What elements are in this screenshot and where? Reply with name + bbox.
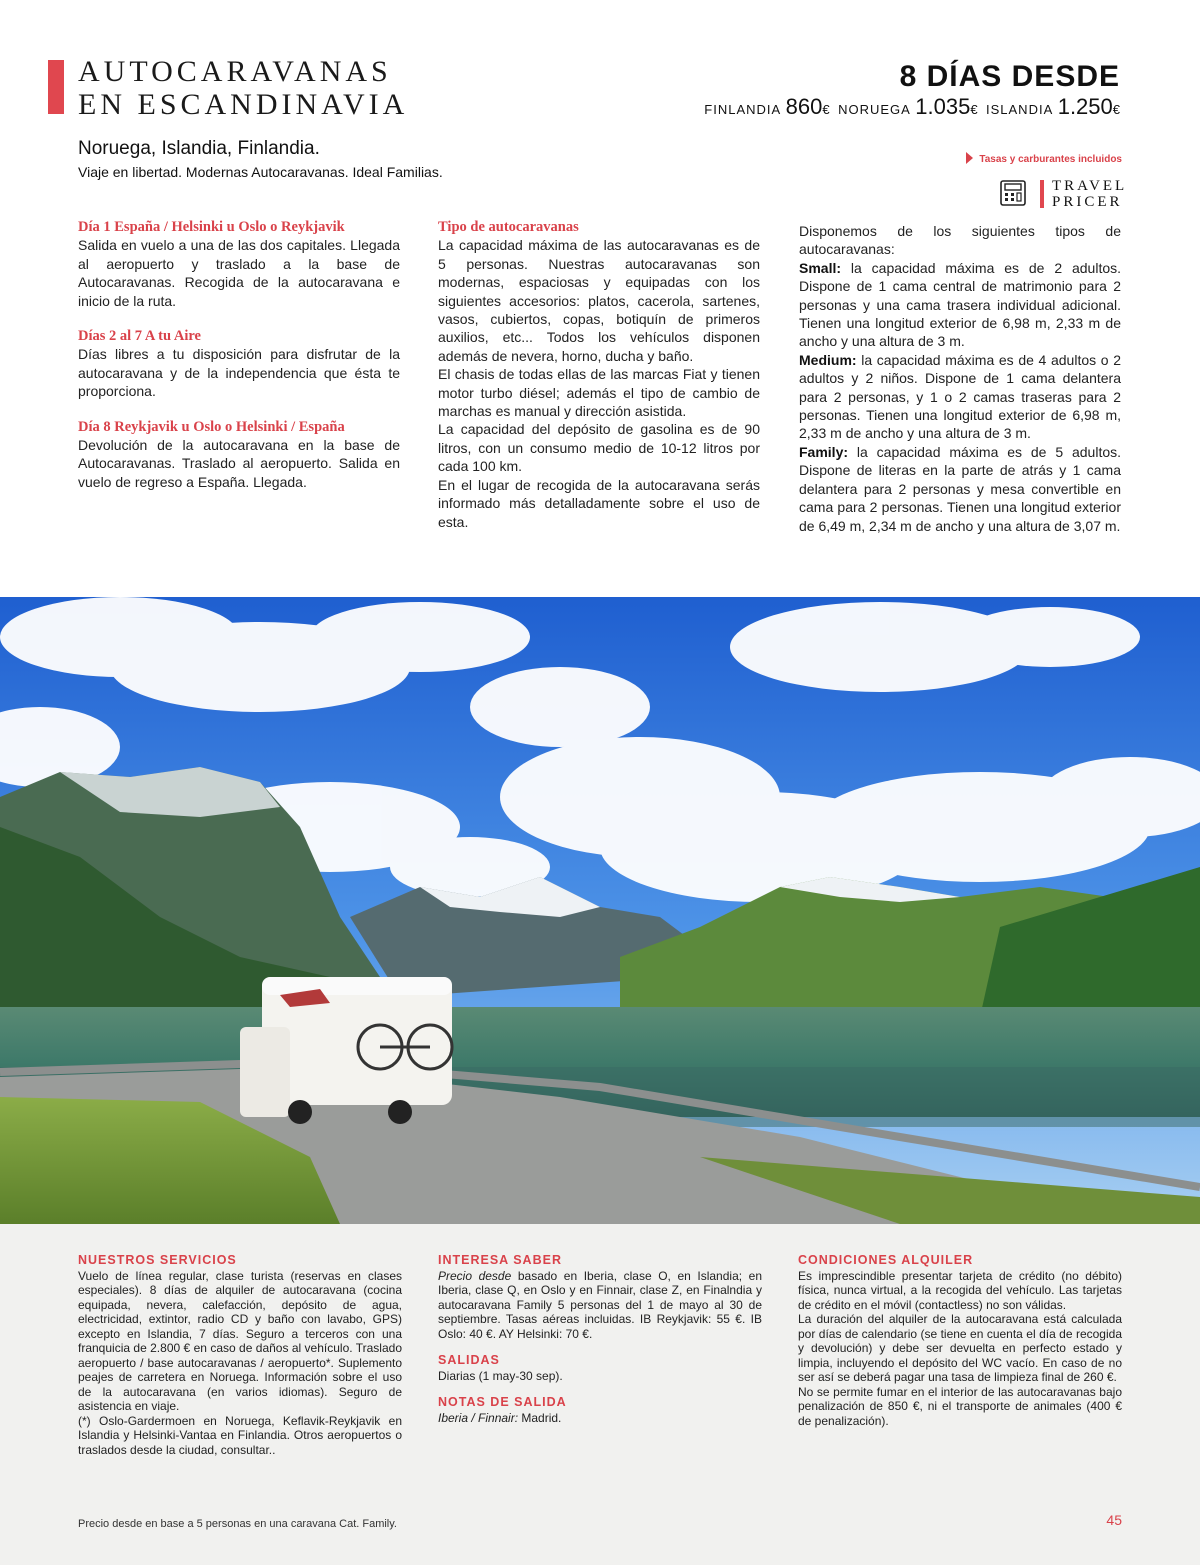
- travel-pricer-line-2: PRICER: [1052, 194, 1123, 210]
- tagline: Viaje en libertad. Modernas Autocaravanas. Ideal Familias.: [78, 164, 443, 180]
- price-currency: €: [970, 102, 978, 117]
- notas-heading: NOTAS DE SALIDA: [438, 1395, 567, 1409]
- services-text: Vuelo de línea regular, clase turista (reservas en clases especiales). 8 días de alquiler de autocaravana (cocina equipada, nevera, calefacción, depósito de agua, electricidad, extintor, radio CD y baño con lavabo, GPS) excepto en Islandia, 7 días. Seguro a terceros con una franquicia de 2.800 € en caso de daños al vehículo. Traslado aeropuerto / base autocaravanas / aeropuerto*. Suplemento peajes de carretera en Noruega. Información sobre el uso de la autocaravana (en varios idiomas). Seguro de asistencia en viaje.: [78, 1268, 402, 1413]
- travel-pricer-bar: [1040, 180, 1044, 208]
- chevron-right-icon: [966, 152, 973, 164]
- title-line-1: AUTOCARAVANAS: [78, 55, 392, 88]
- price-currency: €: [1112, 102, 1120, 117]
- services-note: (*) Oslo-Gardermoen en Noruega, Keflavik-Reykjavik en Islandia y Helsinki-Vantaa en Finlandia. Otros aeropuertos o traslados desde la ciudad, consultar..: [78, 1413, 402, 1457]
- condiciones-paragraph: Es imprescindible presentar tarjeta de crédito (no débito) física, nunca virtual, a la recogida del vehículo. Las tarjetas de crédito en el móvil (contactless) no son válidas.: [798, 1268, 1122, 1312]
- type-small: [799, 259, 1121, 351]
- price-list: [704, 94, 1120, 120]
- title-line-2: EN ESCANDINAVIA: [78, 88, 409, 121]
- condiciones-paragraph: No se permite fumar en el interior de las autocaravanas bajo penalización de 850 €, ni el transporte de animales (400 € de penalización).: [798, 1384, 1122, 1428]
- type-small-text: la capacidad máxima es de 2 adultos. Dispone de 1 cama central de matrimonio para 2 personas y una cama trasera individual adicional. Tienen una longitud exterior de 6,98 m, 2,33 m de ancho y una altura de 3 m.: [799, 259, 1122, 350]
- day-8-heading: Día 8 Reykjavik u Oslo o Helsinki / España: [78, 418, 345, 435]
- vehicle-paragraph: En el lugar de recogida de la autocaravana serás informado más detalladamente sobre el uso de esta.: [438, 476, 760, 530]
- type-family-text: la capacidad máxima es de 5 adultos. Dispone de literas en la parte de atrás y 1 cama delantera para 2 personas y mesa convertible en cama para 2 personas. Tienen una longitud exterior de 6,49 m, 2,34 m de ancho y una altura de 3,07 m.: [799, 443, 1122, 534]
- vehicle-paragraph: La capacidad del depósito de gasolina es de 90 litros, con un consumo medio de 10-12 litros por cada 100 km.: [438, 421, 760, 475]
- interesa-text: [438, 1269, 762, 1342]
- itinerary-column: [78, 218, 400, 491]
- vehicle-column: [438, 218, 760, 531]
- price-value-finlandia: 860: [785, 94, 823, 119]
- info-column: [438, 1253, 762, 1425]
- types-intro: Disponemos de los siguientes tipos de autocaravanas:: [799, 223, 1121, 258]
- price-currency: €: [822, 102, 830, 117]
- footer-note: Precio desde en base a 5 personas en una caravana Cat. Family.: [78, 1518, 397, 1530]
- price-value-islandia: 1.250: [1057, 94, 1113, 119]
- calculator-icon: [1000, 180, 1026, 206]
- travel-pricer-line-1: TRAVEL: [1052, 178, 1128, 194]
- type-medium-name: Medium:: [799, 351, 857, 368]
- price-heading: 8 DÍAS DESDE: [899, 60, 1120, 93]
- page-number: 45: [1106, 1512, 1122, 1528]
- travel-pricer-logo: [1052, 178, 1127, 210]
- price-label-finlandia: FINLANDIA: [704, 102, 782, 117]
- type-small-name: Small:: [799, 259, 842, 276]
- interesa-body: basado en Iberia, clase O, en Islandia; en Iberia, clase Q, en Oslo y en Finnair, clase Z, en Finalndia y autocaravana Family 5 personas del 1 de mayo al 30 de septiembre. Tasas aéreas incluidas. IB Reykjavik: 55 €. IB Oslo: 40 €. AY Helsinki: 70 €.: [438, 1268, 762, 1341]
- price-label-noruega: NORUEGA: [838, 102, 911, 117]
- type-medium-text: la capacidad máxima es de 4 adultos o 2 adultos y 2 niños. Dispone de 1 cama delantera para 2 personas, y 1 o 2 camas traseras para 2 personas. Tienen una longitud exterior de 6,98 m, 2,33 m de ancho y una altura de 3 m.: [799, 351, 1121, 442]
- taxes-note-text: Tasas y carburantes incluidos: [979, 154, 1122, 165]
- price-label-islandia: ISLANDIA: [986, 102, 1054, 117]
- services-column: [78, 1253, 402, 1457]
- condiciones-paragraph: La duración del alquiler de la autocaravana está calculada por días de calendario (se tiene en cuenta el día de recogida y devolución) y debe ser devuelta en perfecto estado y limpia, incluyendo el depósito del WC vacío. En caso de no ser así se deberá pagar una tasa de limpieza final de 260 €.: [798, 1312, 1122, 1384]
- notas-body: Madrid.: [518, 1410, 562, 1425]
- day-1-text: Salida en vuelo a una de las dos capitales. Llegada al aeropuerto y traslado a la base de Autocaravanas. Recogida de la autocaravana e inicio de la ruta.: [78, 237, 400, 309]
- price-value-noruega: 1.035: [915, 94, 971, 119]
- notas-lead: Iberia / Finnair:: [438, 1410, 519, 1425]
- vehicle-paragraph: El chasis de todas ellas de las marcas Fiat y tienen motor turbo diésel; además el tipo de cambio de marchas es manual y dirección asistida.: [438, 366, 760, 420]
- title-accent-bar: [48, 60, 64, 114]
- day-8-text: Devolución de la autocaravana en la base de Autocaravanas. Traslado al aeropuerto. Salida en vuelo de regreso a España. Llegada.: [78, 437, 400, 490]
- destinations-subtitle: Noruega, Islandia, Finlandia.: [78, 138, 320, 159]
- interesa-heading: INTERESA SABER: [438, 1253, 562, 1267]
- type-family: [799, 443, 1121, 535]
- interesa-lead: Precio desde: [438, 1268, 512, 1283]
- vehicle-heading: Tipo de autocaravanas: [438, 219, 579, 235]
- type-family-name: Family:: [799, 443, 849, 460]
- salidas-heading: SALIDAS: [438, 1353, 500, 1367]
- notas-text: [438, 1411, 762, 1426]
- vehicle-paragraph: La capacidad máxima de las autocaravanas es de 5 personas. Nuestras autocaravanas son modernas, espaciosas y equipadas con los siguientes accesorios: platos, cacerola, sartenes, vasos, cubiertos, copas, botiquín de primeros auxilios, etc... Todos los vehículos disponen además de nevera, horno, ducha y baño.: [438, 237, 760, 364]
- day-1-heading: Día 1 España / Helsinki u Oslo o Reykjavik: [78, 219, 345, 235]
- landscape-photo: [0, 597, 1200, 1224]
- page-title: [78, 55, 408, 121]
- day-2-7-text: Días libres a tu disposición para disfrutar de la autocaravana y de la independencia que ésta te proporciona.: [78, 346, 400, 400]
- salidas-text: Diarias (1 may-30 sep).: [438, 1368, 563, 1383]
- motorhome: [240, 977, 452, 1124]
- taxes-note: [966, 152, 1122, 165]
- day-2-7-heading: Días 2 al 7 A tu Aire: [78, 328, 201, 345]
- condiciones-heading: CONDICIONES ALQUILER: [798, 1253, 974, 1267]
- types-column: [799, 222, 1121, 535]
- type-medium: [799, 351, 1121, 443]
- services-heading: NUESTROS SERVICIOS: [78, 1253, 237, 1267]
- conditions-column: [798, 1253, 1122, 1428]
